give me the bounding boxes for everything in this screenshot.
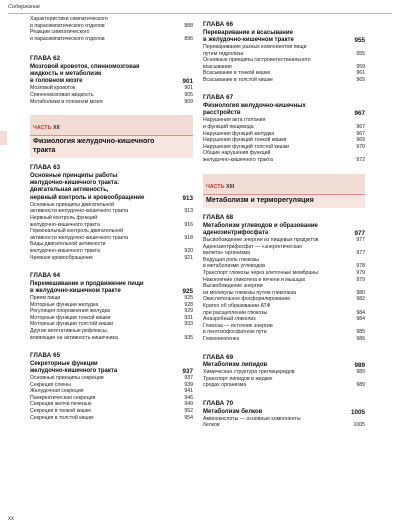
page-number: xx [8,516,14,522]
chapter-66 [203,21,365,83]
toc-entry[interactable]: Нервный контроль функций желудочно-кишечного тракта 916 [30,214,193,228]
chapter-title[interactable]: Метаболизм углеводов и образование аденозинтрифосфата 977 [203,222,365,237]
toc-entry[interactable]: Основные принципы секреции 937 [30,375,193,382]
toc-entry[interactable]: Глюконеогенез 986 [203,335,365,342]
toc-entry[interactable]: Секреция желчи печенью 949 [30,401,193,408]
toc-entry[interactable]: Аденозинтрифосфат — «энергетическая валюта» организма 977 [203,243,365,257]
toc-entry[interactable]: Всасывание в тонкой кишке 961 [203,70,365,77]
toc-right-column [203,16,365,429]
chapter-63 [30,164,193,261]
chapter-label: ГЛАВА 66 [203,21,234,28]
chapter-62 [30,55,193,105]
chapter-label: ГЛАВА 63 [30,164,61,172]
toc-entry[interactable]: Секреция в толстой кишке 954 [30,414,193,421]
chapter-67 [203,94,365,163]
chapter-label: ГЛАВА 65 [30,352,61,360]
intro-entries [30,16,193,42]
toc-entry[interactable]: Характеристики симпатического и парасимпатического отделов 888 [30,16,193,29]
toc-entry[interactable]: Окислительное фосфорилирование 982 [203,296,365,303]
chapter-label: ГЛАВА 62 [30,55,61,63]
toc-entry[interactable]: Чревное кровообращение 921 [30,254,193,261]
chapter-65 [30,352,193,421]
toc-entry[interactable]: Переваривание разных компонентов пищи путем гидролиза 955 [203,43,365,57]
toc-left-column [30,16,193,421]
toc-entry[interactable]: Общие нарушения функций желудочно-кишечного тракта 972 [203,150,365,163]
toc-entry[interactable]: Виды двигательной активности желудочно-кишечного тракта 920 [30,241,193,254]
chapter-title[interactable]: Секреторные функции желудочно-кишечного тракта 937 [30,360,193,375]
chapter-69 [203,354,365,389]
toc-entry[interactable]: Секреция слюны 939 [30,381,193,388]
header-rule [8,13,392,14]
toc-entry[interactable]: Нарушения акта глотания и функций пищевода 967 [203,117,365,130]
toc-entry[interactable]: Спинномозговая жидкость 905 [30,92,193,99]
toc-entry[interactable]: Моторные функции желудка 928 [30,301,193,308]
toc-entry[interactable]: Аминокислоты — основные компоненты белков 1005 [203,415,365,429]
toc-entry[interactable]: Нарушения функций толстой кишки 970 [203,143,365,150]
chapter-title[interactable]: Физиология желудочно-кишечных расстройств 967 [203,102,365,118]
toc-entry[interactable]: Гормональный контроль двигательной активности желудочно-кишечного тракта 918 [30,228,193,241]
part-label-bar: ЧАСТЬ XII [30,115,193,135]
toc-entry[interactable]: Моторные функции толстой кишки 933 [30,321,193,328]
toc-entry[interactable]: Желудочная секреция 941 [30,388,193,395]
toc-entry[interactable]: Транспорт глюкозы через клеточные мембраны 979 [203,270,365,276]
side-tab-marker [0,131,7,145]
chapter-70 [203,400,365,429]
part-13-banner[interactable] [203,174,365,209]
chapter-title[interactable]: Основные принципы работы желудочно-кишечного тракта: двигательная активность, нервный контроль и кровообращение 913 [30,172,193,202]
toc-entry[interactable]: Ведущая роль глюкозы в метаболизме углеводов 978 [203,256,365,270]
toc-entry[interactable]: Регуляция опорожнения желудка 929 [30,308,193,315]
toc-entry[interactable]: Химическая структура триглицеридов 989 [203,369,365,376]
toc-entry[interactable]: Основные принципы двигательной активности желудочно-кишечного тракта 913 [30,201,193,215]
chapter-label: ГЛАВА 70 [203,400,234,408]
chapter-title[interactable]: Метаболизм липидов 989 [203,362,365,370]
chapter-label: ГЛАВА 67 [203,94,234,102]
toc-entry[interactable]: Высвобождение энергии из пищевых продуктов 977 [203,237,365,244]
part-title: Физиология желудочно-кишечного тракта [33,138,155,154]
toc-entry[interactable]: Моторные функции тонкой кишки 931 [30,314,193,321]
chapter-label: ГЛАВА 69 [203,353,234,361]
chapter-title[interactable]: Мозговой кровоток, спинномозговая жидкость и метаболизм в головном мозге 901 [30,63,193,86]
toc-entry[interactable]: Анаэробный гликолиз 984 [203,316,365,323]
chapter-label: ГЛАВА 68 [203,214,234,222]
toc-entry[interactable]: Секреция в тонкой кишке 952 [30,408,193,415]
chapter-title[interactable]: Переваривание и всасывание в желудочно-кишечном тракте 955 [203,29,365,44]
toc-entry[interactable]: Метаболизм в головном мозге 909 [30,98,193,105]
chapter-64 [30,272,193,341]
toc-entry[interactable]: Основные принципы гастроинтестинального всасывания 959 [203,57,365,70]
toc-entry[interactable]: Другие вегетативные рефлексы, влияющие на активность кишечника 935 [30,327,193,341]
chapter-title[interactable]: Перемешивание и продвижение пищи в желудочно-кишечном тракте 925 [30,280,193,295]
toc-entry[interactable]: Прием пищи 925 [30,295,193,302]
toc-entry[interactable]: Накопление гликогена в печени и мышцах 979 [203,276,365,283]
toc-entry[interactable]: Мозговой кровоток 901 [30,85,193,92]
toc-entry[interactable]: Всасывание в толстой кишке 965 [203,76,365,83]
toc-entry[interactable]: Глюкоза — источник энергии в пентозофосфатном пути 985 [203,322,365,336]
toc-entry[interactable]: Высвобождение энергии из молекулы глюкозы путем гликолиза 980 [203,283,365,296]
toc-entry[interactable]: Реакции симпатического и парасимпатического отделов 896 [30,29,193,42]
toc-entry[interactable]: Транспорт липидов в жидких средах организма 989 [203,375,365,389]
toc-entry[interactable]: Нарушения функций тонкой кишки 969 [203,137,365,144]
running-header: Содержание [8,4,41,10]
chapter-title[interactable]: Метаболизм белков 1005 [203,408,365,416]
toc-entry[interactable]: Кратко об образовании АТФ при расщеплении глюкозы 984 [203,302,365,316]
part-12-banner[interactable] [30,115,193,158]
toc-entry[interactable]: Нарушения функций желудка 967 [203,130,365,137]
chapter-68 [203,214,365,342]
chapter-label: ГЛАВА 64 [30,272,61,280]
toc-entry[interactable]: Панкреатическая секреция 946 [30,394,193,401]
part-title: Метаболизм и терморегуляция [206,196,314,204]
part-label-bar: ЧАСТЬ XIII [203,174,365,194]
